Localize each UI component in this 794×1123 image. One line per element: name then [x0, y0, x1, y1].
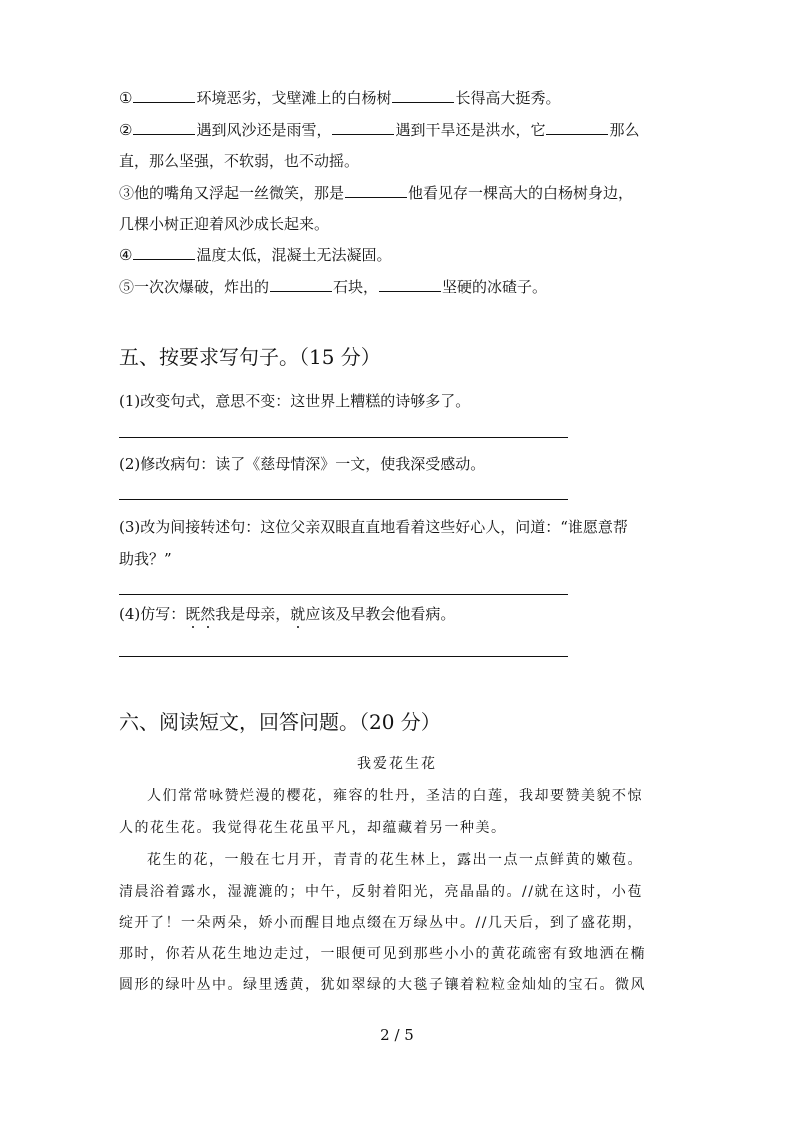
- item-text: 那么: [609, 121, 640, 139]
- passage-line: 清晨浴着露水，湿漉漉的；中午，反射着阳光，亮晶晶的。//就在这时，小苞: [119, 884, 643, 900]
- answer-blank[interactable]: [133, 120, 195, 135]
- blank-item-2-cont: 直，那么坚强，不软弱，也不动摇。: [119, 152, 360, 170]
- blank-item-3-cont: 几棵小树正迎着风沙成长起来。: [119, 215, 330, 233]
- emphasis-char: 既: [185, 605, 201, 623]
- question-5-3: (3)改为间接转述句：这位父亲双眼直直地看着这些好心人，问道：“谁愿意帮: [119, 518, 628, 536]
- answer-blank[interactable]: [270, 277, 332, 292]
- passage-line: 人的花生花。我觉得花生花虽平凡，却蕴藏着另一种美。: [119, 820, 507, 836]
- item-number: ⑤: [119, 278, 135, 296]
- blank-item-1: [119, 88, 560, 108]
- item-text: 温度太低，混凝土无法凝固。: [196, 246, 392, 264]
- answer-line-5-3[interactable]: [119, 594, 568, 595]
- passage-line: 圆形的绿叶丛中。绿里透黄，犹如翠绿的大毯子镶着粒粒金灿灿的宝石。微风: [119, 977, 646, 993]
- item-number: ②: [119, 121, 133, 139]
- question-5-2: (2)修改病句：读了《慈母情深》一文，使我深受感动。: [119, 455, 486, 473]
- item-number: ①: [119, 89, 133, 107]
- item-number: ③: [119, 184, 135, 202]
- answer-blank[interactable]: [546, 120, 608, 135]
- item-text: 一次次爆破，炸出的: [134, 278, 270, 296]
- passage-line: 绽开了！一朵两朵，娇小而醒目地点缀在万绿丛中。//几天后，到了盛花期，: [119, 915, 643, 931]
- blank-item-3: [119, 183, 633, 203]
- question-5-4: [119, 604, 455, 624]
- answer-blank[interactable]: [332, 120, 394, 135]
- item-text: 他看见存一棵高大的白杨树身边，: [408, 184, 634, 202]
- question-text: 应该及早教会他看病。: [305, 605, 456, 623]
- item-number: ④: [119, 246, 133, 264]
- passage-title: 我爱花生花: [357, 756, 437, 772]
- answer-blank[interactable]: [379, 277, 441, 292]
- question-5-3-cont: 助我？”: [119, 550, 172, 568]
- answer-line-5-2[interactable]: [119, 499, 568, 500]
- item-text: 遇到风沙还是雨雪，: [196, 121, 332, 139]
- passage-line: 那时，你若从花生地边走过，一眼便可见到那些小小的黄花疏密有致地洒在椭: [119, 946, 646, 962]
- answer-blank[interactable]: [345, 183, 407, 198]
- emphasis-char: 然: [200, 605, 216, 623]
- emphasis-char: 就: [290, 605, 306, 623]
- blank-item-2: [119, 120, 640, 140]
- section-6-heading: 六、阅读短文，回答问题。（20 分）: [119, 710, 441, 734]
- answer-blank[interactable]: [392, 88, 454, 103]
- passage-line: 人们常常咏赞烂漫的樱花，雍容的牡丹，圣洁的白莲，我却要赞美貌不惊: [147, 788, 643, 804]
- item-text: 坚硬的冰碴子。: [442, 278, 548, 296]
- item-text: 石块，: [333, 278, 379, 296]
- item-text: 遇到干旱还是洪水，它: [395, 121, 546, 139]
- item-text: 环境恶劣，戈壁滩上的白杨树: [196, 89, 392, 107]
- answer-blank[interactable]: [133, 88, 195, 103]
- answer-blank[interactable]: [133, 245, 195, 260]
- question-text: (4)仿写：: [119, 605, 186, 623]
- blank-item-4: [119, 245, 391, 265]
- item-text: 他的嘴角又浮起一丝微笑，那是: [134, 184, 345, 202]
- blank-item-5: [119, 277, 547, 297]
- answer-line-5-1[interactable]: [119, 437, 568, 438]
- page-number: 2 / 5: [380, 1026, 414, 1044]
- passage-line: 花生的花，一般在七月开，青青的花生林上，露出一点一点鲜黄的嫩苞。: [147, 852, 643, 868]
- section-5-heading: 五、按要求写句子。（15 分）: [119, 345, 381, 369]
- answer-line-5-4[interactable]: [119, 656, 568, 657]
- item-text: 长得高大挺秀。: [455, 89, 561, 107]
- question-text: 我是母亲，: [215, 605, 291, 623]
- question-5-1: (1)改变句式，意思不变：这世界上糟糕的诗够多了。: [119, 392, 471, 410]
